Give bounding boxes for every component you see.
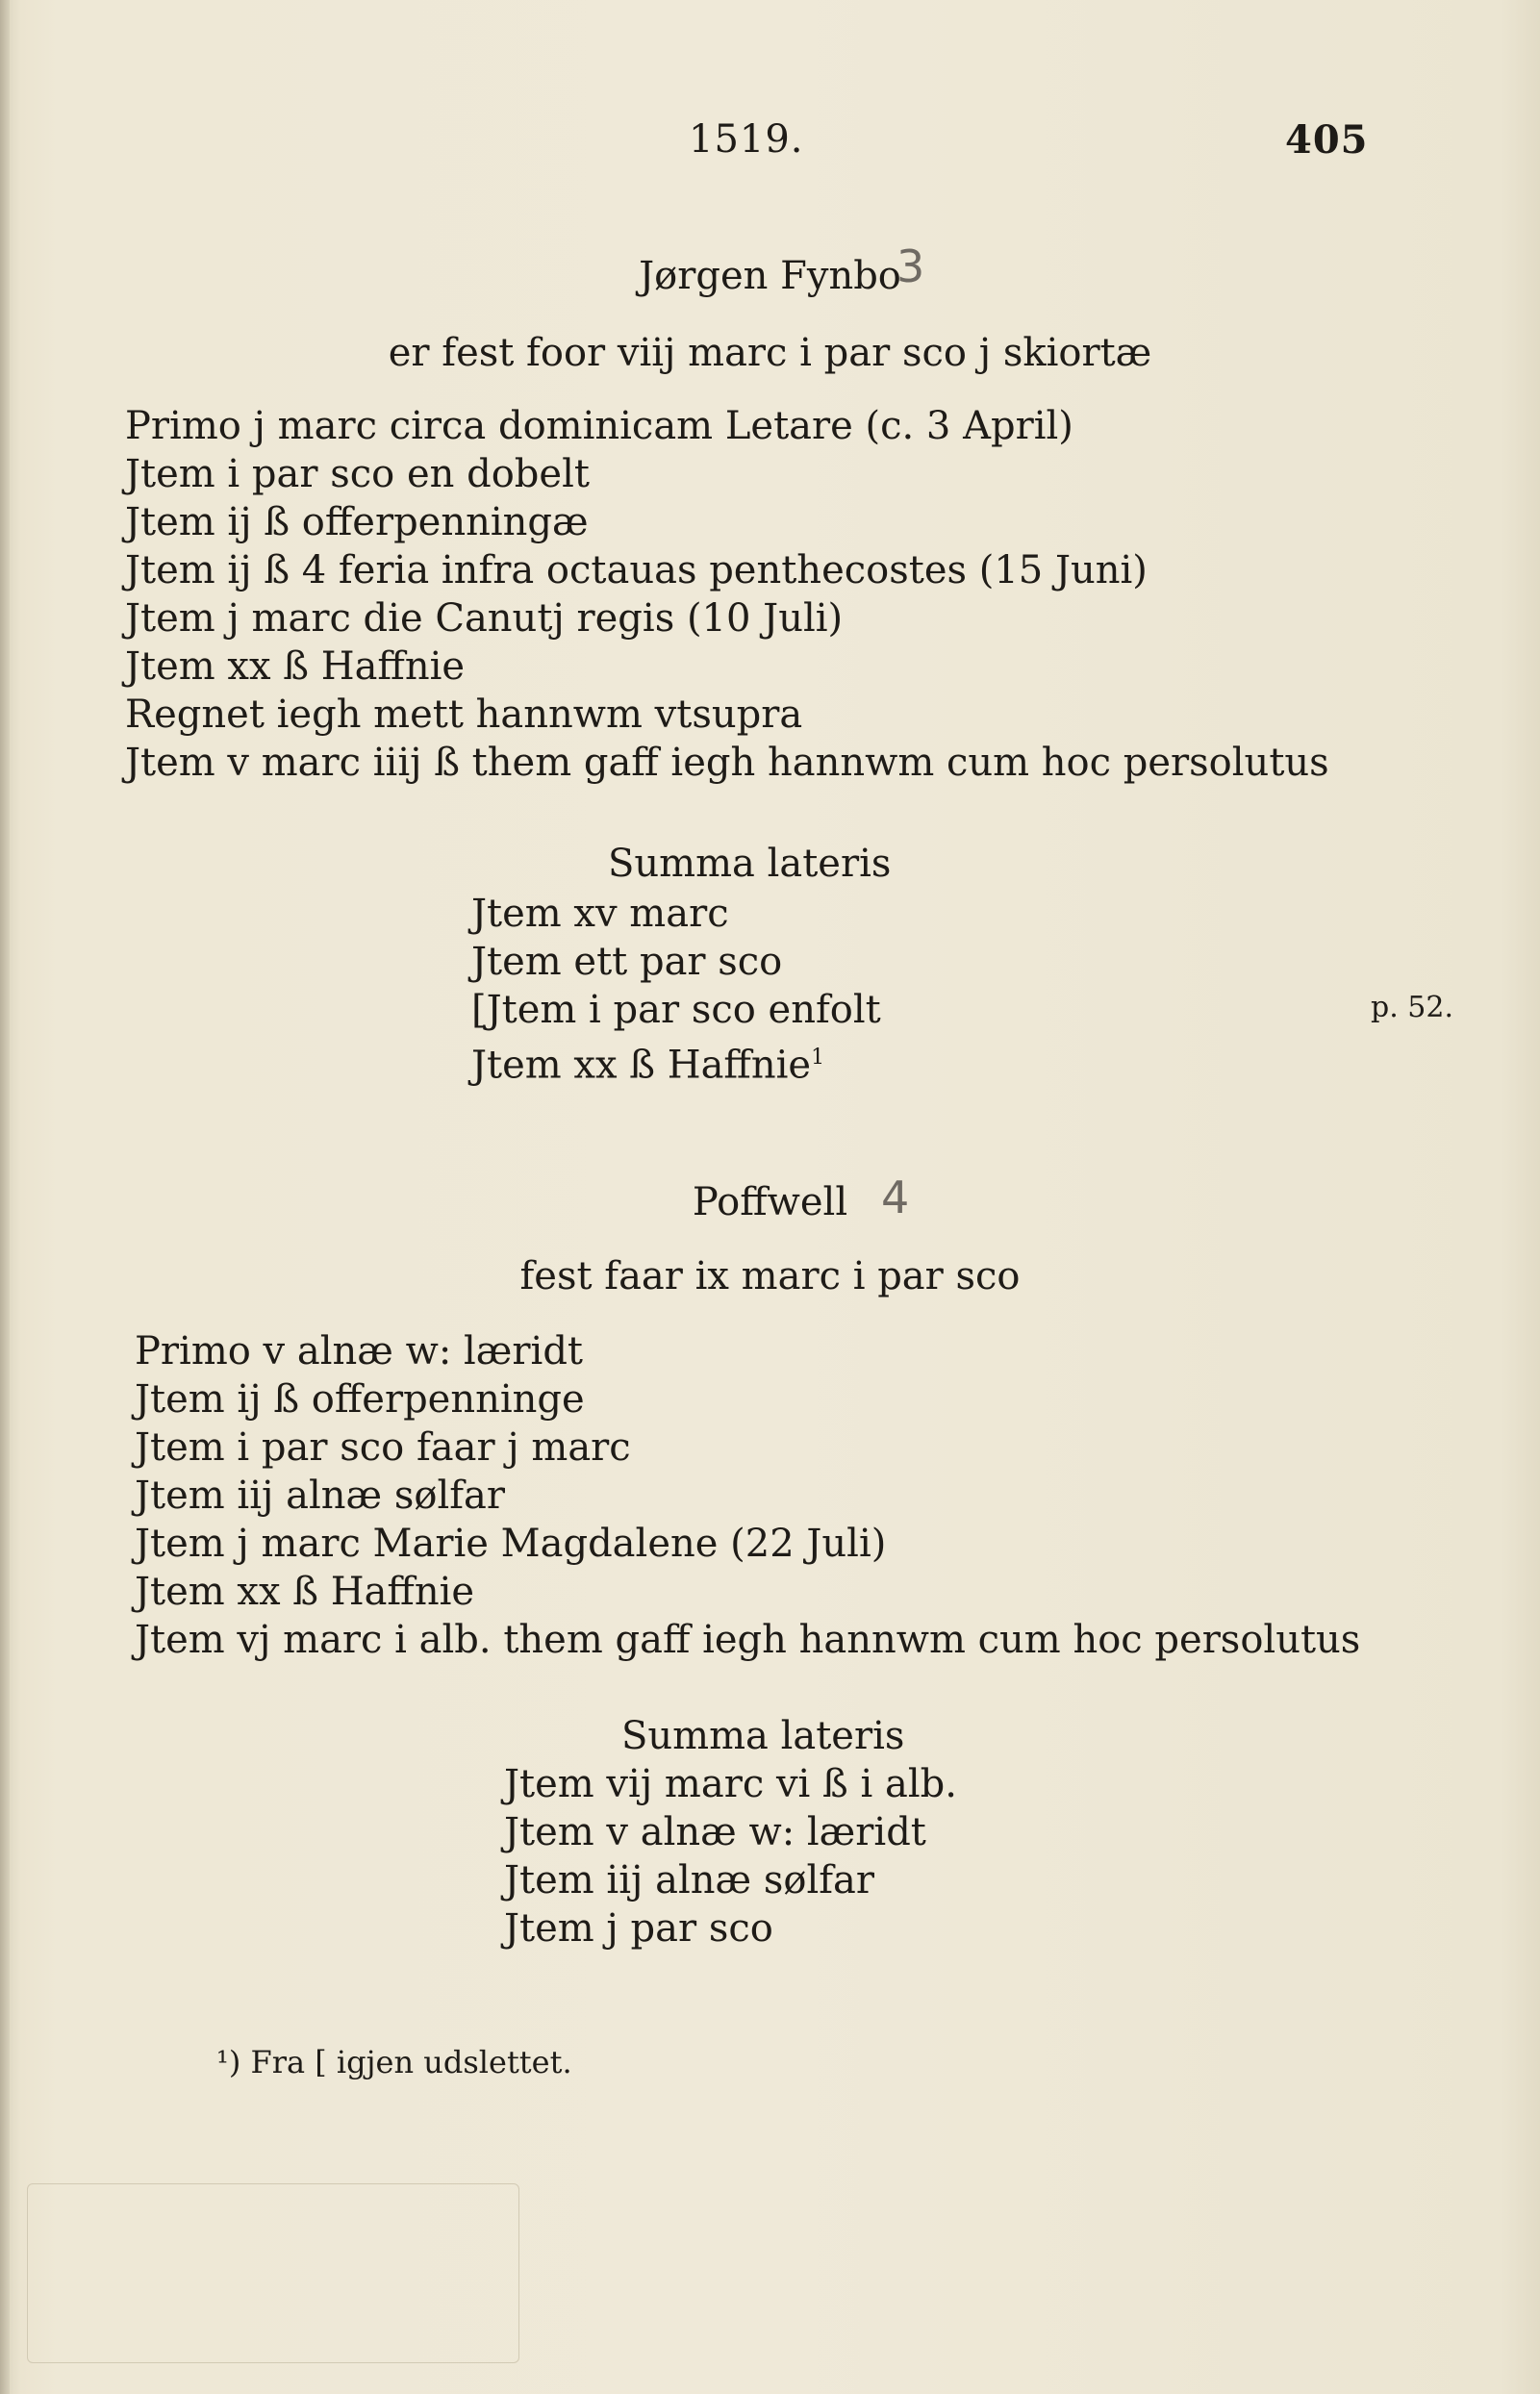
entry2-line-2: Jtem ij ß offerpenninge: [135, 1377, 585, 1422]
entry1-line-6: Jtem xx ß Haffnie: [125, 644, 466, 689]
entry1-summa-line-2: Jtem ett par sco: [471, 940, 783, 984]
entry2-summa-title: Summa lateris: [621, 1714, 905, 1758]
entry2-line-5: Jtem j marc Marie Magdalene (22 Juli): [135, 1522, 887, 1566]
entry2-line-6: Jtem xx ß Haffnie: [135, 1570, 475, 1614]
entry2-heading: [0, 1178, 1540, 1226]
entry2-summa-line-3: Jtem iij alnæ sølfar: [504, 1858, 875, 1903]
margin-page-note: p. 52.: [1371, 991, 1453, 1024]
entry2-line-7: Jtem vj marc i alb. them gaff iegh hannwm cum hoc persolutus: [135, 1618, 1361, 1662]
entry2-subtitle: fest faar ix marc i par sco: [519, 1254, 1021, 1298]
footnote-reference: 1: [811, 1046, 825, 1070]
paper-stain: [27, 2183, 519, 2363]
entry1-handwritten-mark: 3: [896, 240, 925, 292]
entry2-summa-line-4: Jtem j par sco: [504, 1906, 773, 1951]
running-header-year: 1519.: [689, 117, 804, 162]
entry1-subtitle: er fest foor viij marc i par sco j skiortæ: [388, 331, 1152, 375]
entry2-name: Poffwell: [692, 1180, 848, 1224]
entry1-summa-line-1: Jtem xv marc: [471, 892, 729, 936]
entry1-summa-line-3: [Jtem i par sco enfolt: [471, 988, 881, 1032]
footnote-text: Fra [ igjen udslettet.: [250, 2044, 572, 2080]
entry1-heading: [0, 252, 1540, 300]
entry2-line-3: Jtem i par sco faar j marc: [135, 1425, 631, 1470]
entry2-handwritten-mark: 4: [881, 1172, 910, 1223]
entry1-summa-title: Summa lateris: [608, 842, 892, 886]
entry1-line-5: Jtem j marc die Canutj regis (10 Juli): [125, 596, 844, 641]
entry1-summa-line-4: [471, 1034, 824, 1089]
entry2-summa-line-2: Jtem v alnæ w: læridt: [504, 1810, 926, 1854]
entry2-summa-line-1: Jtem vij marc vi ß i alb.: [504, 1762, 957, 1806]
footnote: [216, 2044, 572, 2080]
entry1-line-2: Jtem i par sco en dobelt: [125, 452, 590, 496]
entry1-line-8: Jtem v marc iiij ß them gaff iegh hannwm cum hoc persolutus: [125, 741, 1329, 785]
entry2-line-4: Jtem iij alnæ sølfar: [135, 1474, 506, 1518]
page-number: 405: [1285, 117, 1369, 163]
entry2-line-1: Primo v alnæ w: læridt: [135, 1329, 583, 1373]
entry1-line-1: Primo j marc circa dominicam Letare (c. 3 April): [125, 404, 1073, 448]
footnote-marker: ¹): [216, 2044, 241, 2080]
entry1-name: Jørgen Fynbo: [639, 254, 901, 298]
entry1-line-3: Jtem ij ß offerpenningæ: [125, 500, 589, 544]
entry1-line-7: Regnet iegh mett hannwm vtsupra: [125, 693, 803, 737]
entry1-summa-line-4-text: Jtem xx ß Haffnie: [471, 1043, 812, 1088]
entry1-line-4: Jtem ij ß 4 feria infra octauas penthecostes (15 Juni): [125, 548, 1148, 592]
